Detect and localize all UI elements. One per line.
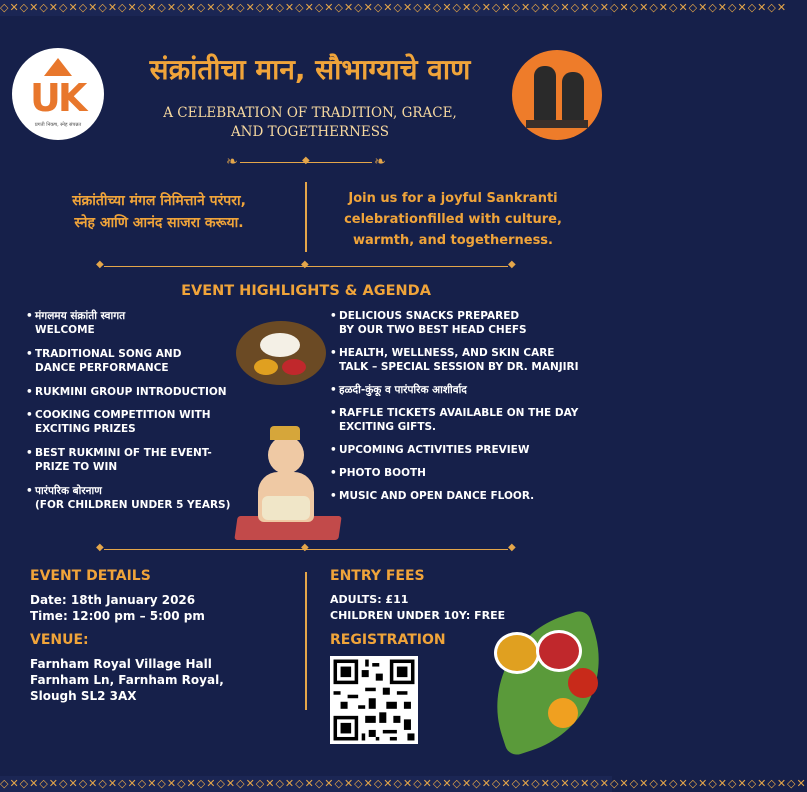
list-item: • UPCOMING ACTIVITIES PREVIEW: [330, 443, 598, 457]
intro-english-line-2: celebrationfilled with culture,: [344, 212, 562, 227]
child-head: [268, 436, 304, 474]
event-time: Time: 12:00 pm – 5:00 pm: [30, 609, 205, 623]
list-item: • RAFFLE TICKETS AVAILABLE ON THE DAY EXCITING GIFTS.: [330, 406, 598, 434]
intro-english-line-1: Join us for a joyful Sankranti: [348, 191, 558, 206]
vitthal-rukmini-photo: [512, 50, 602, 140]
venue-heading: VENUE:: [30, 632, 89, 648]
list-item: • HEALTH, WELLNESS, AND SKIN CARE TALK – SPECIAL SESSION BY DR. MANJIRI: [330, 346, 598, 374]
kumkum-bowl: [536, 630, 582, 672]
betel-leaf: [473, 608, 624, 757]
page-subtitle: [110, 104, 510, 142]
intro-marathi-line-2: स्नेह आणि आनंद साजरा करूया.: [74, 215, 244, 231]
list-item: • MUSIC AND OPEN DANCE FLOOR.: [330, 489, 598, 503]
ornament-icon: ❧: [226, 154, 238, 170]
diamond-icon: ◆: [508, 542, 516, 553]
list-item: • मंगलमय संक्रांती स्वागत WELCOME: [26, 309, 244, 337]
logo-mark: UK: [30, 76, 85, 120]
fee-adults: ADULTS: £11: [330, 593, 409, 606]
intro-marathi: [28, 190, 290, 234]
fruit: [568, 668, 598, 698]
event-details-heading: EVENT DETAILS: [30, 568, 151, 584]
logo-tagline: प्रगती निकष, स्नेह संपन्नत: [34, 122, 82, 128]
diamond-icon: ◆: [302, 155, 310, 166]
list-item: • BEST RUKMINI OF THE EVENT- PRIZE TO WIN: [26, 446, 244, 474]
ornament-icon: ❧: [374, 154, 386, 170]
subtitle-line-1: A CELEBRATION OF TRADITION, GRACE,: [163, 105, 457, 121]
idol-base: [526, 120, 588, 128]
crown: [270, 426, 300, 440]
intro-english: [318, 188, 588, 251]
list-item: • TRADITIONAL SONG AND DANCE PERFORMANCE: [26, 347, 244, 375]
haldi-bowl: [494, 632, 540, 674]
page-title: संक्रांतीचा मान, सौभाग्याचे वाण: [149, 53, 471, 86]
registration-heading: REGISTRATION: [330, 632, 446, 648]
list-item: • पारंपरिक बोरनाण (FOR CHILDREN UNDER 5 YEARS): [26, 484, 244, 512]
list-item: • PHOTO BOOTH: [330, 466, 598, 480]
diamond-icon: ◆: [301, 542, 309, 553]
intro-english-line-3: warmth, and togetherness.: [353, 233, 553, 248]
fruit: [548, 698, 578, 728]
fee-children: CHILDREN UNDER 10Y: FREE: [330, 609, 506, 622]
decorative-border-bottom: ◇✕◇✕◇✕◇✕◇✕◇✕◇✕◇✕◇✕◇✕◇✕◇✕◇✕◇✕◇✕◇✕◇✕◇✕◇✕◇✕◇✕◇✕◇✕◇✕◇✕◇✕◇✕◇✕◇✕◇✕◇✕◇✕◇✕◇✕◇✕◇✕◇✕◇✕◇✕◇✕◇✕: [0, 777, 807, 790]
event-date-time: [30, 592, 205, 624]
diamond-icon: ◆: [96, 259, 104, 270]
temple-icon: [44, 58, 72, 76]
venue-address: Farnham Royal Village Hall Farnham Ln, Farnham Royal, Slough SL2 3AX: [30, 657, 224, 703]
entry-fees-heading: ENTRY FEES: [330, 568, 425, 584]
list-item: • DELICIOUS SNACKS PREPARED BY OUR TWO BEST HEAD CHEFS: [330, 309, 598, 337]
subtitle-line-2: AND TOGETHERNESS: [230, 124, 390, 140]
highlights-heading: EVENT HIGHLIGHTS & AGENDA: [181, 283, 431, 299]
registration-qr-code[interactable]: [330, 656, 418, 744]
kumkum-bowl: [282, 359, 306, 375]
list-item: • हळदी-कुंकू व पारंपरिक आशीर्वाद: [330, 383, 598, 397]
intro-divider: [305, 182, 307, 252]
highlights-left-list: [26, 309, 244, 512]
child-cloth: [262, 496, 310, 520]
idol-figure: [562, 72, 584, 122]
diamond-icon: ◆: [96, 542, 104, 553]
child-krishna-image: [236, 420, 340, 544]
sweets-plate-image: [236, 321, 326, 385]
list-item: • RUKMINI GROUP INTRODUCTION: [26, 385, 244, 399]
diamond-icon: ◆: [301, 259, 309, 270]
idol-figure: [534, 66, 556, 122]
diamond-icon: ◆: [508, 259, 516, 270]
details-divider: [305, 572, 307, 710]
highlights-right-list: [330, 309, 598, 512]
event-date: Date: 18th January 2026: [30, 593, 196, 607]
haldi-bowl: [254, 359, 278, 375]
intro-marathi-line-1: संक्रांतीच्या मंगल निमित्ताने परंपरा,: [72, 193, 246, 209]
list-item: • COOKING COMPETITION WITH EXCITING PRIZES: [26, 408, 244, 436]
uk-logo: [12, 48, 104, 140]
decorative-border-top: ◇✕◇✕◇✕◇✕◇✕◇✕◇✕◇✕◇✕◇✕◇✕◇✕◇✕◇✕◇✕◇✕◇✕◇✕◇✕◇✕◇✕◇✕◇✕◇✕◇✕◇✕◇✕◇✕◇✕◇✕◇✕◇✕◇✕◇✕◇✕◇✕◇✕◇✕◇✕◇✕: [0, 1, 788, 14]
sesame-bowl: [260, 333, 300, 357]
betel-leaf-image: [478, 604, 606, 754]
